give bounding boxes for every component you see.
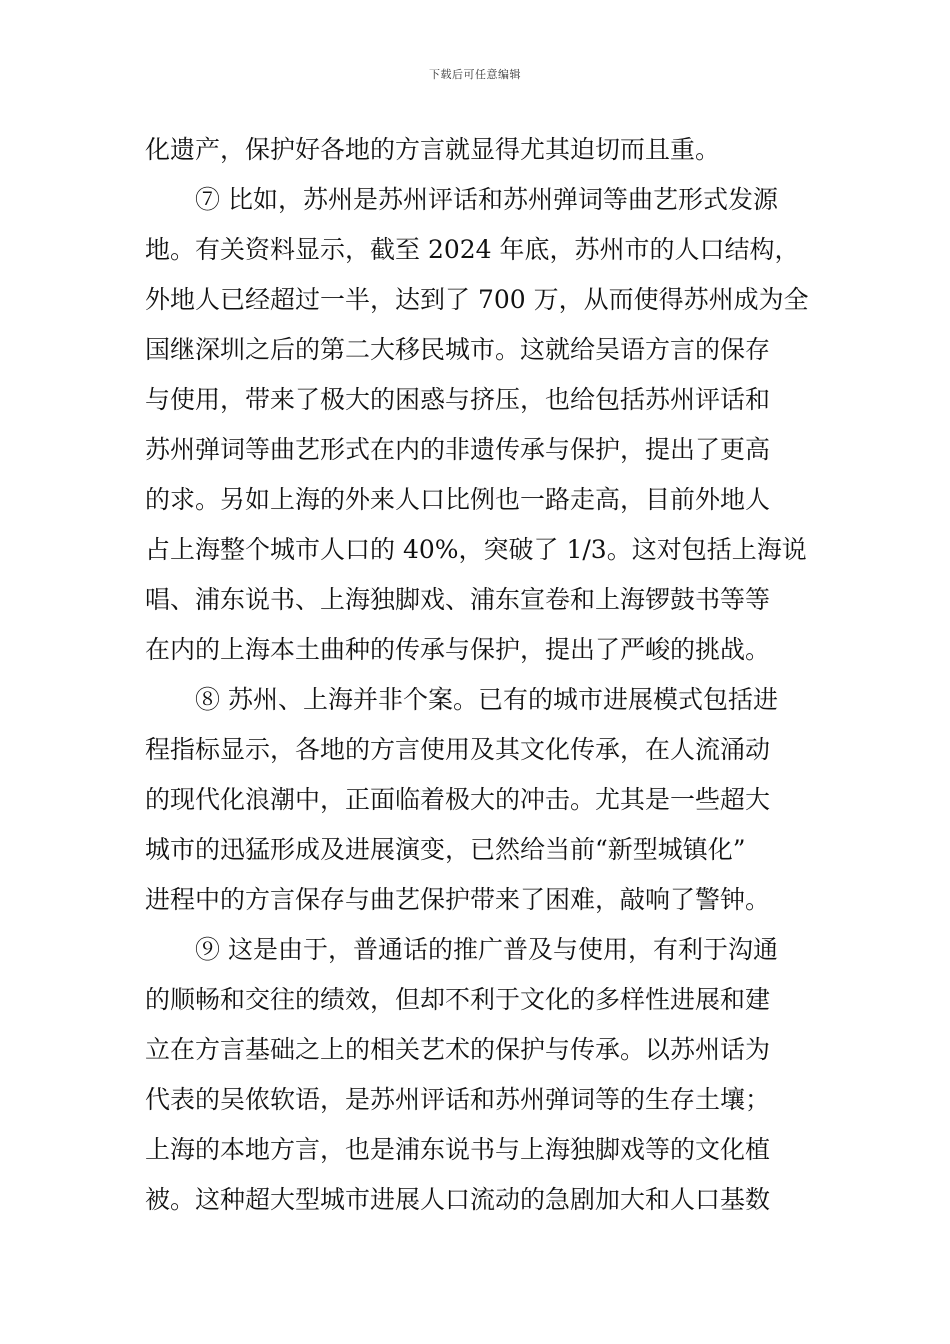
- text-line: 被。这种超大型城市进展人口流动的急剧加大和人口基数: [145, 1185, 771, 1214]
- text-line: 唱、浦东说书、上海独脚戏、浦东宣卷和上海锣鼓书等等: [145, 585, 771, 614]
- text-line: ⑨ 这是由于，普通话的推广普及与使用，有利于沟通: [195, 935, 778, 964]
- text-line: 在内的上海本土曲种的传承与保护，提出了严峻的挑战。: [145, 635, 771, 664]
- document-body: [145, 125, 810, 1225]
- text-line: 程指标显示，各地的方言使用及其文化传承，在人流涌动: [145, 735, 771, 764]
- text-line: 上海的本地方言，也是浦东说书与上海独脚戏等的文化植: [145, 1135, 771, 1164]
- text-line: 城市的迅猛形成及进展演变，已然给当前“新型城镇化”: [145, 835, 746, 864]
- text-line: 外地人已经超过一半，达到了 700 万，从而使得苏州成为全: [145, 285, 809, 314]
- text-line: ⑧ 苏州、上海并非个案。已有的城市进展模式包括进: [195, 685, 778, 714]
- text-line: 占上海整个城市人口的 40%，突破了 1/3。这对包括上海说: [145, 535, 807, 564]
- text-line: ⑦ 比如，苏州是苏州评话和苏州弹词等曲艺形式发源: [195, 185, 778, 214]
- text-line: 的求。另如上海的外来人口比例也一路走高，目前外地人: [145, 485, 771, 514]
- page-header: 下载后可任意编辑: [429, 68, 521, 81]
- text-line: 国继深圳之后的第二大移民城市。这就给吴语方言的保存: [145, 335, 771, 364]
- text-line: 苏州弹词等曲艺形式在内的非遗传承与保护，提出了更高: [145, 435, 771, 464]
- text-line: 代表的吴侬软语，是苏州评话和苏州弹词等的生存土壤；: [145, 1085, 771, 1114]
- text-line: 立在方言基础之上的相关艺术的保护与传承。以苏州话为: [145, 1035, 771, 1064]
- text-line: 的顺畅和交往的绩效，但却不利于文化的多样性进展和建: [145, 985, 771, 1014]
- text-line: 化遗产，保护好各地的方言就显得尤其迫切而且重。: [145, 135, 721, 164]
- text-line: 地。有关资料显示，截至 2024 年底，苏州市的人口结构，: [145, 235, 800, 264]
- text-line: 的现代化浪潮中，正面临着极大的冲击。尤其是一些超大: [145, 785, 771, 814]
- text-line: 进程中的方言保存与曲艺保护带来了困难，敲响了警钟。: [145, 885, 771, 914]
- text-line: 与使用，带来了极大的困惑与挤压，也给包括苏州评话和: [145, 385, 771, 414]
